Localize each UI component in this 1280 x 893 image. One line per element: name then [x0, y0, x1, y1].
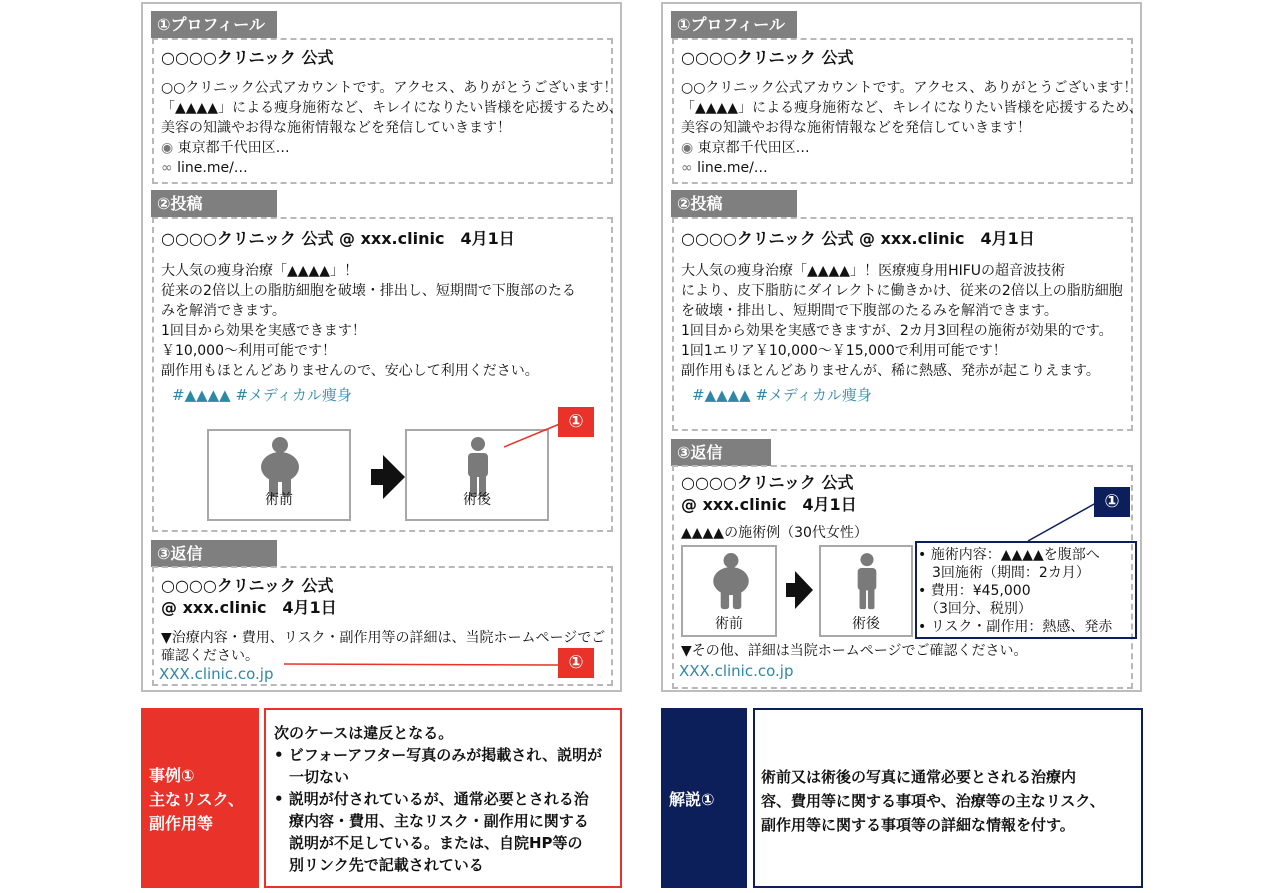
detail-line-1: • 施術内容：▲▲▲▲を腹部へ — [918, 547, 1100, 563]
detail-line-3: • 費用：¥45,000 — [918, 583, 1031, 599]
before-label: 術前 — [265, 492, 293, 508]
post-callout-badge: ① — [558, 407, 594, 437]
post-line-6: 副作用もほとんどありませんので、安心して利用ください。 — [161, 363, 539, 379]
before-photo — [207, 429, 351, 521]
post-title: ○○○○クリニック 公式 @ xxx.clinic 4月1日 — [161, 229, 515, 248]
post-hashtags[interactable]: #▲▲▲▲ #メディカル痩身 — [172, 386, 352, 404]
case-label-line-2: 主なリスク、 — [149, 790, 245, 809]
person-slim-icon — [853, 553, 881, 611]
case-text-line-7: 別リンク先で記載されている — [274, 856, 484, 874]
profile-line-2: 「▲▲▲▲」による痩身施術など、キレイになりたい皆様を応援するため、 — [161, 100, 623, 116]
profile-box — [672, 38, 1143, 184]
reply-url[interactable]: XXX.clinic.co.jp — [159, 665, 274, 683]
post-hashtags[interactable]: #▲▲▲▲ #メディカル痩身 — [692, 386, 872, 404]
post-line-5: ￥10,000～利用可能です！ — [161, 343, 336, 359]
reply-callout-badge: ① — [1094, 487, 1130, 517]
post-line-4: 1回目から効果を実感できます！ — [161, 323, 366, 339]
reply-url[interactable]: XXX.clinic.co.jp — [679, 662, 794, 680]
right-example-panel — [661, 2, 1142, 692]
case-text-line-2: • ビフォーアフター写真のみが掲載され、説明が — [274, 746, 603, 764]
location-row — [161, 138, 290, 158]
post-line-2: 従来の2倍以上の脂肪細胞を破壊・排出し、短期間で下腹部のたる — [161, 283, 576, 299]
reply-line-1: ▼治療内容・費用、リスク・副作用等の詳細は、当院ホームページでご — [161, 630, 606, 646]
profile-name: ○○○○クリニック 公式 — [161, 48, 334, 67]
profile-link[interactable]: line.me/… — [697, 160, 768, 176]
profile-line-3: 美容の知識やお得な施術情報などを発信していきます！ — [681, 120, 1031, 136]
post-line-5: 1回1エリア￥10,000～￥15,000で利用可能です！ — [681, 343, 1007, 359]
detail-line-4: （3回分、税別） — [918, 601, 1032, 617]
reply-header: ③返信 — [151, 540, 277, 567]
post-header: ②投稿 — [671, 190, 797, 217]
post-line-6: 副作用もほとんどありませんが、稀に熱感、発赤が起こりえます。 — [681, 363, 1100, 379]
profile-link[interactable]: line.me/… — [177, 160, 248, 176]
explanation-line-1: 術前又は術後の写真に通常必要とされる治療内 — [761, 768, 1077, 786]
profile-line-1: ○○クリニック公式アカウントです。アクセス、ありがとうございます！ — [161, 80, 618, 96]
profile-location: 東京都千代田区… — [697, 140, 810, 156]
explanation-line-2: 容、費用等に関する事項や、治療等の主なリスク、 — [761, 792, 1105, 810]
post-line-4: 1回目から効果を実感できますが、2カ月3回程の施術が効果的です。 — [681, 323, 1113, 339]
post-line-3: みを解消できます。 — [161, 303, 286, 319]
detail-line-5: • リスク・副作用：熱感、発赤 — [918, 619, 1113, 635]
explanation-line-3: 副作用等に関する事項等の詳細な情報を付す。 — [761, 816, 1075, 834]
left-example-panel — [141, 2, 622, 692]
arrow-right-icon — [383, 455, 405, 499]
profile-line-2: 「▲▲▲▲」による痩身施術など、キレイになりたい皆様を応援するため、 — [681, 100, 1143, 116]
profile-header: ①プロフィール — [671, 11, 797, 38]
reply-callout-badge: ① — [558, 648, 594, 678]
reply-header: ③返信 — [671, 439, 771, 466]
reply-handle: @ xxx.clinic 4月1日 — [681, 495, 857, 514]
details-box — [915, 541, 1137, 639]
case-text-line-4: • 説明が付されているが、通常必要とされる治 — [274, 790, 589, 808]
link-row[interactable] — [161, 158, 248, 178]
person-wide-icon — [709, 553, 753, 611]
reply-box — [152, 566, 613, 686]
explanation-text-box — [753, 708, 1143, 888]
reply-footer: ▼その他、詳細は当院ホームページでご確認ください。 — [681, 643, 1028, 659]
case-text-line-5: 療内容・費用、主なリスク・副作用に関する — [274, 812, 589, 830]
after-label: 術後 — [463, 492, 491, 508]
detail-line-2: 3回施術（期間：2カ月） — [918, 565, 1090, 581]
post-box — [152, 217, 613, 532]
before-label: 術前 — [715, 616, 743, 632]
case-text-line-3: 一切ない — [274, 768, 350, 786]
case-text-line-6: 説明が不足している。または、自院HP等の — [274, 834, 583, 852]
before-photo — [681, 545, 777, 637]
reply-box — [672, 465, 1133, 689]
reply-name: ○○○○クリニック 公式 — [681, 473, 854, 492]
explanation-label-box — [661, 708, 747, 888]
profile-line-3: 美容の知識やお得な施術情報などを発信していきます！ — [161, 120, 511, 136]
reply-line-2: 確認ください。 — [161, 648, 259, 664]
profile-box — [152, 38, 623, 184]
case-text-box — [264, 708, 622, 888]
case-text-line-1: 次のケースは違反となる。 — [274, 724, 454, 742]
location-pin-icon: ◉ — [161, 140, 174, 156]
case-label-line-1: 事例① — [149, 766, 195, 785]
post-header: ②投稿 — [151, 190, 277, 217]
location-row — [681, 138, 810, 158]
post-box — [672, 217, 1133, 431]
post-line-1: 大人気の痩身治療「▲▲▲▲」！ — [161, 263, 359, 279]
profile-header: ①プロフィール — [151, 11, 277, 38]
post-line-1: 大人気の痩身治療「▲▲▲▲」！医療痩身用HIFUの超音波技術 — [681, 263, 1066, 279]
link-icon: ∞ — [681, 160, 693, 176]
url-callout-line — [284, 660, 564, 670]
profile-location: 東京都千代田区… — [177, 140, 290, 156]
reply-name: ○○○○クリニック 公式 — [161, 576, 334, 595]
post-line-3: を破壊・排出し、短期間で下腹部のたるみを解消できます。 — [681, 303, 1058, 319]
reply-example: ▲▲▲▲の施術例（30代女性） — [681, 525, 868, 541]
arrow-right-icon — [795, 571, 813, 609]
case-label-line-3: 副作用等 — [149, 814, 214, 833]
case-label-box — [141, 708, 259, 888]
profile-name: ○○○○クリニック 公式 — [681, 48, 854, 67]
arrow-stem — [371, 469, 383, 485]
profile-line-1: ○○クリニック公式アカウントです。アクセス、ありがとうございます！ — [681, 80, 1138, 96]
after-photo — [819, 545, 913, 637]
post-line-2: により、皮下脂肪にダイレクトに働きかけ、従来の2倍以上の脂肪細胞 — [681, 283, 1123, 299]
post-title: ○○○○クリニック 公式 @ xxx.clinic 4月1日 — [681, 229, 1035, 248]
after-label: 術後 — [852, 616, 880, 632]
location-pin-icon: ◉ — [681, 140, 694, 156]
explanation-label: 解説① — [669, 790, 715, 809]
link-icon: ∞ — [161, 160, 173, 176]
reply-handle: @ xxx.clinic 4月1日 — [161, 598, 337, 617]
link-row[interactable] — [681, 158, 768, 178]
